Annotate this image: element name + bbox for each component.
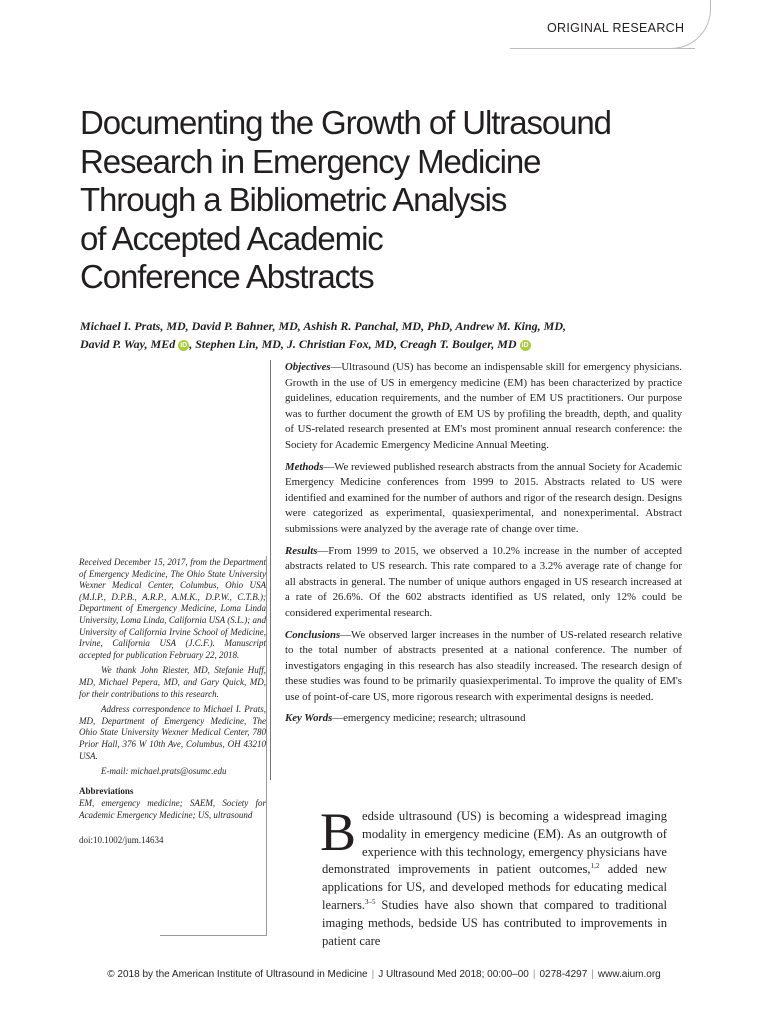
orcid-icon[interactable]: iD — [180, 341, 188, 349]
sidebar-divider — [266, 556, 267, 936]
header-rule — [510, 48, 695, 49]
results-text: —From 1999 to 2015, we observed a 10.2% increase in the number of accepted abstracts related to US research. This rate compared to a 3.2% average rate of change for all abstracts in general. The number of unique authors engaged in US research increased at a rate of 26.6%. Of the 602 abstracts identified as US related, only 12% could be considered experimental research. — [285, 544, 682, 619]
issn: 0278-4297 — [539, 969, 588, 980]
methods-text: —We reviewed published research abstracts from the annual Society for Academic Emergency Medicine conferences from 1999 to 2015. Abstracts related to US were identified and examined for the number of authors and rigor of the research design. Designs were categorized as experimental, quasiexperimental, and nonexperimental. Abstract submissions were analyzed by the average rate of change over time. — [285, 460, 682, 535]
body-text-2: added new applications for US, and developed methods for educating medical learners. — [322, 862, 667, 912]
doi-link[interactable]: doi:10.1002/jum.14634 — [79, 835, 164, 846]
objectives-text: —Ultrasound (US) has become an indispensable skill for emergency physicians. Growth in the use of US in emergency medicine (EM) has been characterized by practice guidelines, education requirements, and the number of EM US practitioners. Our purpose was to further document the growth of EM US by profiling the breadth, depth, and quality of US-related research presented at EM's most prominent annual research conference: the Society for Academic Emergency Medicine Annual Meeting. — [285, 361, 682, 451]
correspondence-address: Address correspondence to Michael I. Prats, MD, Department of Emergency Medicine, The Ohio State University Wexner Medical Center, 780 Prior Hall, 376 W 10th Ave, Columbus, OH 43210 USA. — [79, 704, 266, 761]
footer-separator: | — [532, 969, 536, 980]
journal-url[interactable]: www.aium.org — [597, 969, 661, 980]
footer-separator: | — [591, 969, 594, 980]
body-text-3: Studies have also shown that compared to traditional imaging methods, bedside US has contributed to improvements in patient care — [322, 897, 667, 948]
body-text — [320, 802, 667, 950]
abstract-results — [285, 544, 682, 622]
author-way: David P. Way, MEd — [80, 336, 176, 351]
conclusions-text: —We observed larger increases in the number of US-related research relative to the total number of abstracts presented at a national conference. The number of investigators engaging in this research has also steadily increased. The research design of these studies was found to be primarily quasiexperimental. To improve the quality of EM's use of point-of-care US, more rigorous research with experimental designs is needed. — [285, 628, 682, 703]
email-link[interactable]: E-mail: michael.prats@osumc.edu — [101, 766, 227, 777]
author-rest: , Stephen Lin, MD, J. Christian Fox, MD, Creagh T. Boulger, MD — [189, 336, 517, 351]
citation-ref[interactable]: 1,2 — [590, 862, 600, 871]
abbreviations-heading: Abbreviations — [79, 785, 134, 796]
abstract-conclusions — [285, 628, 682, 706]
article-notes — [79, 557, 266, 851]
footer-separator: | — [371, 969, 375, 980]
copyright: © 2018 by the American Institute of Ultrasound in Medicine — [107, 969, 368, 980]
citation-ref[interactable]: 3–5 — [365, 897, 376, 906]
orcid-icon[interactable]: iD — [521, 341, 529, 349]
section-label: ORIGINAL RESEARCH — [547, 21, 685, 35]
drop-cap: B — [320, 802, 357, 862]
title-line: Conference Abstracts — [80, 258, 374, 295]
author-line-2 — [80, 336, 680, 354]
abstract-objectives — [285, 360, 682, 454]
keywords-label: Key Words — [285, 712, 333, 725]
title-line: of Accepted Academic — [80, 219, 383, 257]
abstract — [270, 360, 682, 780]
title-line: Research in Emergency Medicine — [80, 142, 541, 180]
page-footer — [0, 969, 768, 980]
acknowledgments: We thank John Riester, MD, Stefanie Huff, MD, Michael Pepera, MD, and Gary Quick, MD, for their contributions to this research. — [79, 665, 266, 699]
body-text-1: edside ultrasound (US) is becoming a widespread imaging modality in emergency medicine (EM). As an outgrowth of experience with this technology, emergency physicians have demonstrated improvements in patient outcomes, — [322, 809, 667, 877]
author-line-1: Michael I. Prats, MD, David P. Bahner, MD, Ashish R. Panchal, MD, PhD, Andrew M. King, MD, — [80, 319, 566, 333]
author-list — [80, 318, 680, 353]
journal-citation: J Ultrasound Med 2018; 00:00–00 — [378, 969, 529, 980]
conclusions-label: Conclusions — [285, 628, 341, 641]
results-label: Results — [285, 544, 318, 557]
title-line: Documenting the Growth of Ultrasound — [80, 104, 611, 141]
title-line: Through a Bibliometric Analysis — [80, 181, 507, 218]
sidebar-bottom-rule — [160, 935, 266, 936]
objectives-label: Objectives — [285, 361, 331, 373]
abbreviations-list: EM, emergency medicine; SAEM, Society for Academic Emergency Medicine; US, ultrasound — [79, 798, 266, 820]
received-note: Received December 15, 2017, from the Department of Emergency Medicine, The Ohio State University Wexner Medical Center, Columbus, Ohio USA (M.I.P., D.P.B., A.R.P., A.M.K., D.P.W., C.T.B.); Department of Emergency Medicine, Loma Linda University, Loma Linda, California USA (S.L.); and University of California Irvine School of Medicine, Irvine, California USA (J.C.F.). Manuscript accepted for publication February 22, 2018. — [79, 557, 266, 660]
abstract-keywords — [285, 711, 682, 727]
abstract-methods — [285, 460, 682, 538]
article-title — [80, 104, 680, 297]
keywords-text: —emergency medicine; research; ultrasound — [332, 712, 526, 725]
methods-label: Methods — [285, 460, 324, 473]
